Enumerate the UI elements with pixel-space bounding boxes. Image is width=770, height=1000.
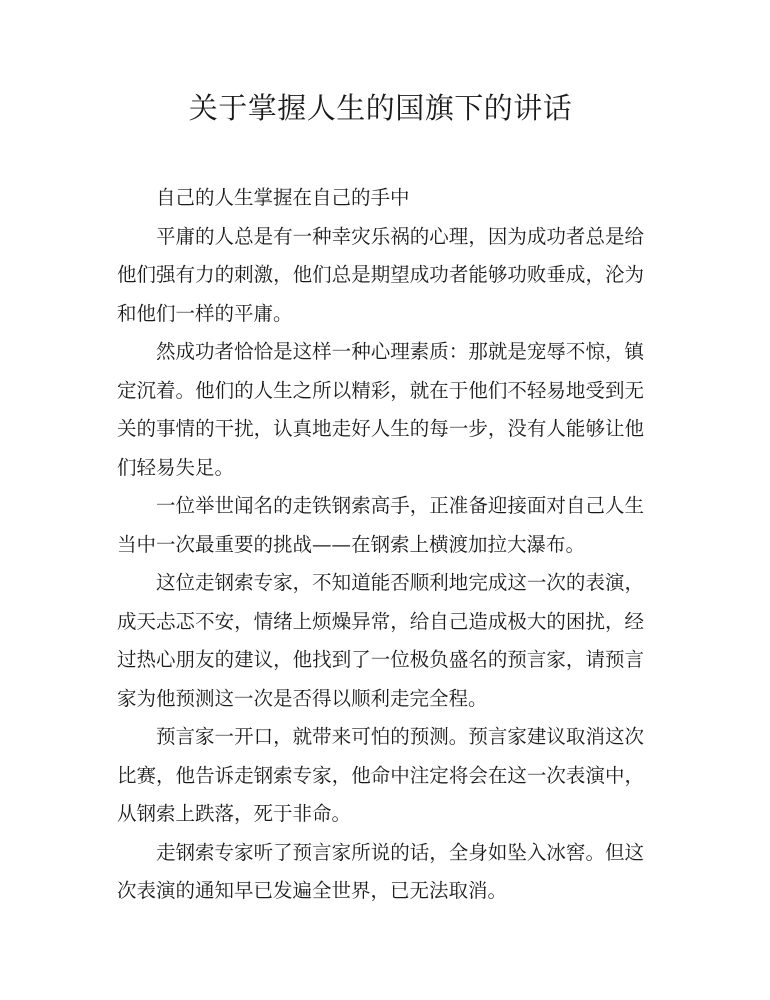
paragraph: 走钢索专家听了预言家所说的话，全身如坠入冰窖。但这次表演的通知早已发遍全世界，已无法取消。 bbox=[117, 840, 644, 902]
paragraph: 然成功者恰恰是这样一种心理素质：那就是宠辱不惊，镇定沉着。他们的人生之所以精彩，就在于他们不轻易地受到无关的事情的干扰，认真地走好人生的每一步，没有人能够让他们轻易失足。 bbox=[117, 340, 644, 479]
paragraph: 自己的人生掌握在自己的手中 bbox=[156, 186, 410, 209]
paragraph: 平庸的人总是有一种幸灾乐祸的心理，因为成功者总是给他们强有力的刺激，他们总是期望成功者能够功败垂成，沦为和他们一样的平庸。 bbox=[117, 224, 644, 325]
document-body bbox=[117, 179, 644, 911]
paragraph: 一位举世闻名的走铁钢索高手，正准备迎接面对自己人生当中一次最重要的挑战——在钢索上横渡加拉大瀑布。 bbox=[117, 494, 644, 556]
paragraph: 这位走钢索专家，不知道能否顺利地完成这一次的表演，成天忐忑不安，情绪上烦燥异常，给自己造成极大的困扰，经过热心朋友的建议，他找到了一位极负盛名的预言家，请预言家为他预测这一次是否得以顺利走完全程。 bbox=[117, 571, 644, 710]
document-title: 关于掌握人生的国旗下的讲话 bbox=[188, 91, 573, 125]
paragraph: 预言家一开口，就带来可怕的预测。预言家建议取消这次比赛，他告诉走钢索专家，他命中注定将会在这一次表演中，从钢索上跌落，死于非命。 bbox=[117, 725, 644, 825]
